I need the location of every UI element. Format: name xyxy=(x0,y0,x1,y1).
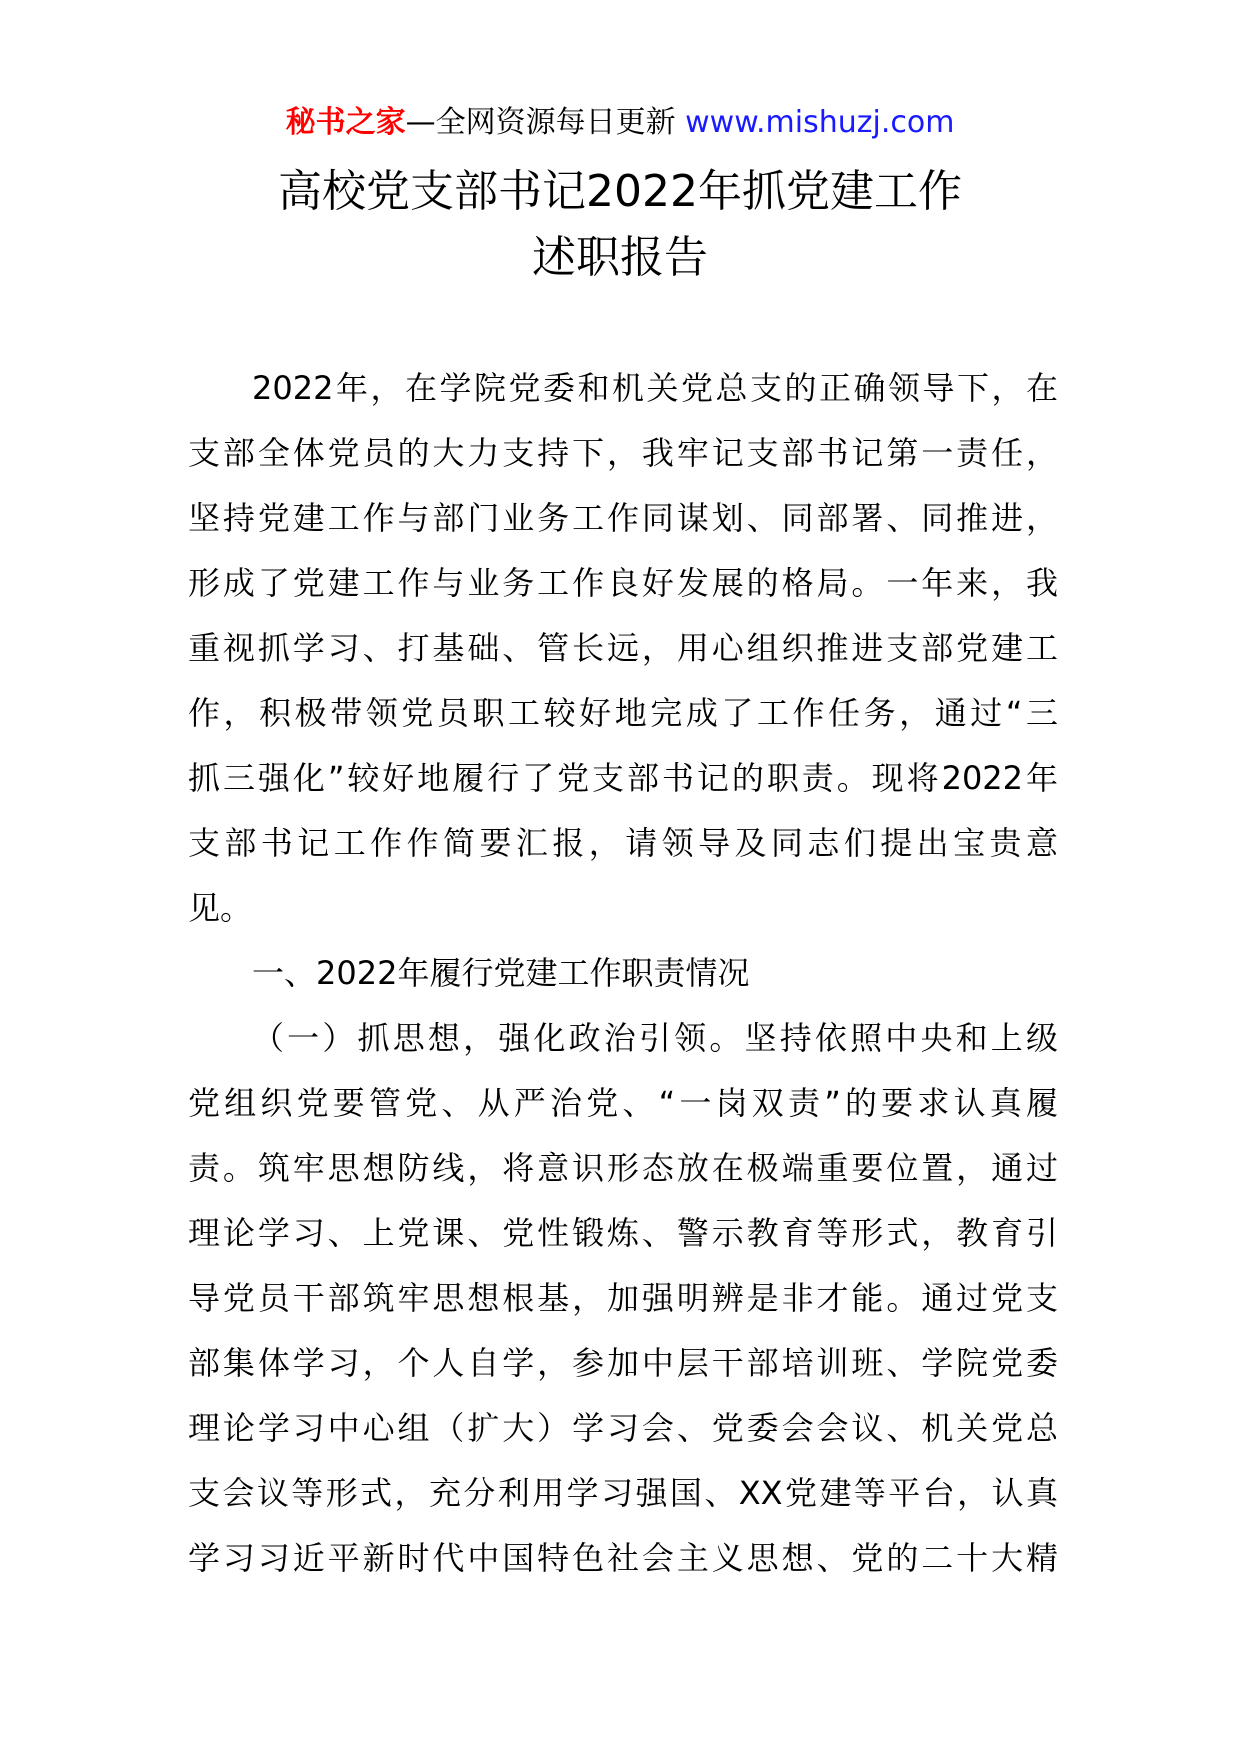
document-title-line-2: 述职报告 xyxy=(532,232,708,283)
body-line-9: 见。 xyxy=(188,889,253,927)
body-line-13: 责。筑牢思想防线，将意识形态放在极端重要位置，通过 xyxy=(188,1149,1058,1187)
body-line-2: 支部全体党员的大力支持下，我牢记支部书记第一责任， xyxy=(188,434,1058,472)
document-body xyxy=(188,356,1058,1591)
body-line-6: 作，积极带领党员职工较好地完成了工作任务，通过“三 xyxy=(188,694,1058,732)
site-tagline: —全网资源每日更新 xyxy=(405,105,676,140)
body-line-7: 抓三强化”较好地履行了党支部书记的职责。现将2022年 xyxy=(188,759,1058,797)
body-line-5: 重视抓学习、打基础、管长远，用心组织推进支部党建工 xyxy=(188,629,1058,667)
body-line-15: 导党员干部筑牢思想根基，加强明辨是非才能。通过党支 xyxy=(188,1279,1058,1317)
body-line-8: 支部书记工作作简要汇报，请领导及同志们提出宝贵意 xyxy=(188,824,1058,862)
site-brand: 秘书之家 xyxy=(285,105,406,140)
body-line-19: 学习习近平新时代中国特色社会主义思想、党的二十大精 xyxy=(188,1539,1058,1577)
body-line-16: 部集体学习，个人自学，参加中层干部培训班、学院党委 xyxy=(188,1344,1058,1382)
body-line-4: 形成了党建工作与业务工作良好发展的格局。一年来，我 xyxy=(188,564,1058,602)
body-line-1: 2022年，在学院党委和机关党总支的正确领导下，在 xyxy=(252,369,1058,407)
body-line-12: 党组织党要管党、从严治党、“一岗双责”的要求认真履 xyxy=(188,1084,1058,1122)
body-line-3: 坚持党建工作与部门业务工作同谋划、同部署、同推进， xyxy=(188,499,1058,537)
site-url[interactable]: www.mishuzj.com xyxy=(685,105,955,140)
body-line-11: （一）抓思想，强化政治引领。坚持依照中央和上级 xyxy=(252,1019,1058,1057)
site-header xyxy=(0,103,1240,143)
body-line-18: 支会议等形式，充分利用学习强国、XX党建等平台，认真 xyxy=(188,1474,1058,1512)
body-line-17: 理论学习中心组（扩大）学习会、党委会会议、机关党总 xyxy=(188,1409,1058,1447)
document-title-line-1: 高校党支部书记2022年抓党建工作 xyxy=(278,166,962,217)
body-line-14: 理论学习、上党课、党性锻炼、警示教育等形式，教育引 xyxy=(188,1214,1058,1252)
section-heading-1: 一、2022年履行党建工作职责情况 xyxy=(252,954,750,992)
